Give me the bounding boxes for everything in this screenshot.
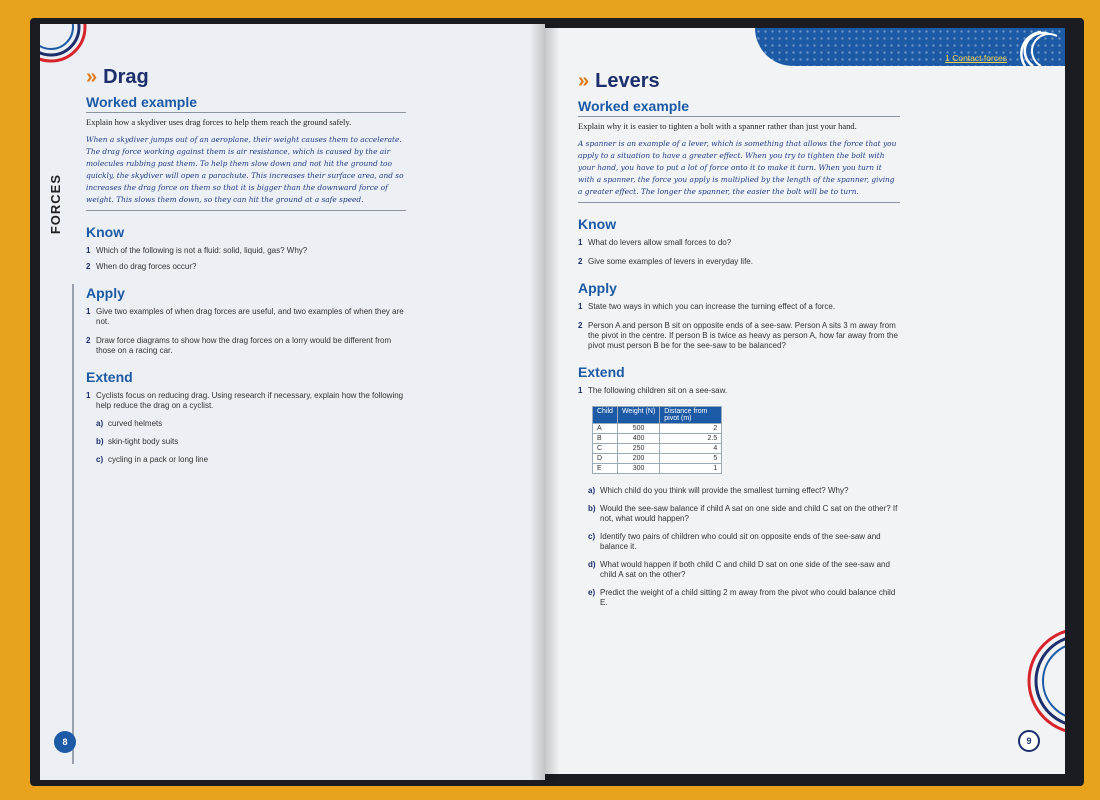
question-text: Draw force diagrams to show how the drag forces on a lorry would be different from those on a racing car. — [96, 335, 392, 355]
left-page — [40, 24, 545, 780]
question-text: State two ways in which you can increase the turning effect of a force. — [588, 301, 836, 311]
extend-part — [86, 455, 406, 465]
worked-example-prompt: Explain how a skydiver uses drag forces to help them reach the ground safely. — [86, 117, 352, 127]
column-header: Distance from pivot (m) — [660, 406, 722, 423]
question-text: Cyclists focus on reducing drag. Using research if necessary, explain how the following help reduce the drag on a cyclist. — [96, 390, 404, 410]
part-text: skin-tight body suits — [108, 436, 179, 446]
side-divider — [72, 284, 74, 764]
question-number: 1 — [86, 390, 91, 400]
apply-heading: Apply — [578, 279, 617, 296]
extend-part — [578, 504, 900, 524]
chevron-right-icon: » — [578, 70, 590, 92]
extend-part — [578, 486, 900, 496]
chapter-side-tab — [40, 144, 76, 764]
column-header: Weight (N) — [617, 406, 659, 423]
decorative-rings-icon — [1021, 626, 1065, 736]
apply-heading: Apply — [86, 284, 125, 301]
part-text: Identify two pairs of children who could sit on opposite ends of the see-saw and balance it. — [600, 531, 881, 551]
see-saw-table — [592, 406, 722, 474]
question-text: What do levers allow small forces to do? — [588, 237, 732, 247]
part-label: a) — [588, 485, 596, 495]
table-cell: 200 — [617, 453, 659, 463]
part-label: b) — [588, 503, 596, 513]
table-header-row — [593, 406, 722, 423]
worked-example-heading: Worked example — [86, 94, 406, 113]
extend-heading: Extend — [86, 368, 133, 385]
know-question — [86, 246, 406, 256]
chevron-right-icon: » — [86, 66, 98, 88]
page-number: 9 — [1018, 730, 1040, 752]
table-row — [593, 423, 722, 433]
part-label: c) — [588, 531, 596, 541]
apply-question — [578, 321, 900, 351]
worked-example-answer: A spanner is an example of a lever, which is something that allows the force that you apply to a situation to have a greater effect. When you try to tighten the bolt with your hand, you have to put a lot of force onto it to make it turn. When you turn it with a spanner, the force you apply is multiplied by the length of the spanner, giving a greater effect. The longer the spanner, the easier the bolt will be to turn. — [578, 138, 900, 203]
table-cell: 2.5 — [660, 433, 722, 443]
apply-question — [578, 302, 900, 312]
levers-section — [578, 70, 900, 608]
extend-part — [86, 437, 406, 447]
page-title-text: Levers — [595, 70, 660, 92]
page-title-text: Drag — [103, 66, 149, 88]
part-label: d) — [588, 559, 596, 569]
right-page — [545, 28, 1065, 774]
apply-question — [86, 307, 406, 327]
column-header: Child — [593, 406, 618, 423]
question-text: Which of the following is not a fluid: solid, liquid, gas? Why? — [96, 245, 308, 255]
chapter-label: FORCES — [48, 174, 63, 235]
question-number: 1 — [86, 245, 91, 255]
table-cell: 1 — [660, 463, 722, 473]
extend-question — [86, 391, 406, 411]
table-cell: A — [593, 423, 618, 433]
drag-section — [86, 66, 406, 465]
table-cell: 500 — [617, 423, 659, 433]
table-row — [593, 443, 722, 453]
question-number: 2 — [86, 261, 91, 271]
know-heading: Know — [578, 215, 617, 232]
part-text: Predict the weight of a child sitting 2 m away from the pivot who could balance child E. — [600, 587, 896, 607]
extend-part — [86, 419, 406, 429]
question-text: The following children sit on a see-saw. — [588, 385, 728, 395]
extend-question — [578, 386, 900, 396]
question-number: 1 — [578, 237, 583, 247]
worked-example-heading: Worked example — [578, 98, 900, 117]
question-text: Person A and person B sit on opposite ends of a see-saw. Person A sits 3 m away from the pivot in the centre. If person B is twice as heavy as person A, how far away from the pivot must person B be for the see-saw to be balanced? — [588, 320, 898, 350]
question-text: Give some examples of levers in everyday life. — [588, 256, 753, 266]
table-row — [593, 433, 722, 443]
worked-example-prompt: Explain why it is easier to tighten a bolt with a spanner rather than just your hand. — [578, 121, 857, 131]
table-cell: 2 — [660, 423, 722, 433]
table-cell: 300 — [617, 463, 659, 473]
know-heading: Know — [86, 223, 125, 240]
part-label: a) — [96, 418, 104, 428]
table-row — [593, 463, 722, 473]
question-number: 2 — [86, 335, 91, 345]
table-cell: 400 — [617, 433, 659, 443]
table-cell: D — [593, 453, 618, 463]
worked-example-answer: When a skydiver jumps out of an aeroplane, their weight causes them to accelerate. The drag force working against them is air resistance, which is caused by the air molecules rubbing past them. To help them slow down and not hit the ground too quickly, the skydiver will open a parachute. This increases their surface area, and so increases the drag force on them so that it is bigger than the downward force of weight. This slows them down, so they can hit the ground at a safe speed. — [86, 134, 406, 211]
table-cell: C — [593, 443, 618, 453]
part-text: curved helmets — [108, 418, 163, 428]
extend-heading: Extend — [578, 363, 625, 380]
table-row — [593, 453, 722, 463]
part-text: What would happen if both child C and child D sat on one side of the see-saw and child A sat on the other? — [600, 559, 890, 579]
table-cell: 4 — [660, 443, 722, 453]
question-number: 1 — [86, 306, 91, 316]
page-number: 8 — [54, 731, 76, 753]
table-cell: B — [593, 433, 618, 443]
question-number: 1 — [578, 301, 583, 311]
chapter-banner-text: 1 Contact forces — [945, 53, 1007, 63]
page-title — [86, 66, 406, 89]
question-text: When do drag forces occur? — [96, 261, 197, 271]
question-text: Give two examples of when drag forces are useful, and two examples of when they are not. — [96, 306, 404, 326]
extend-part — [578, 560, 900, 580]
extend-part — [578, 588, 900, 608]
table-cell: 5 — [660, 453, 722, 463]
apply-question — [86, 336, 406, 356]
part-text: Would the see-saw balance if child A sat on one side and child C sat on the other? If not, what would happen? — [600, 503, 898, 523]
part-label: c) — [96, 454, 104, 464]
table-cell: E — [593, 463, 618, 473]
table-cell: 250 — [617, 443, 659, 453]
question-number: 2 — [578, 320, 583, 330]
know-question — [86, 262, 406, 272]
question-number: 1 — [578, 385, 583, 395]
extend-part — [578, 532, 900, 552]
part-label: b) — [96, 436, 104, 446]
know-question — [578, 257, 900, 267]
banner-arcs-icon — [1011, 30, 1059, 66]
part-text: cycling in a pack or long line — [108, 454, 209, 464]
know-question — [578, 238, 900, 248]
part-text: Which child do you think will provide the smallest turning effect? Why? — [600, 485, 849, 495]
page-title — [578, 70, 900, 93]
question-number: 2 — [578, 256, 583, 266]
part-label: e) — [588, 587, 596, 597]
